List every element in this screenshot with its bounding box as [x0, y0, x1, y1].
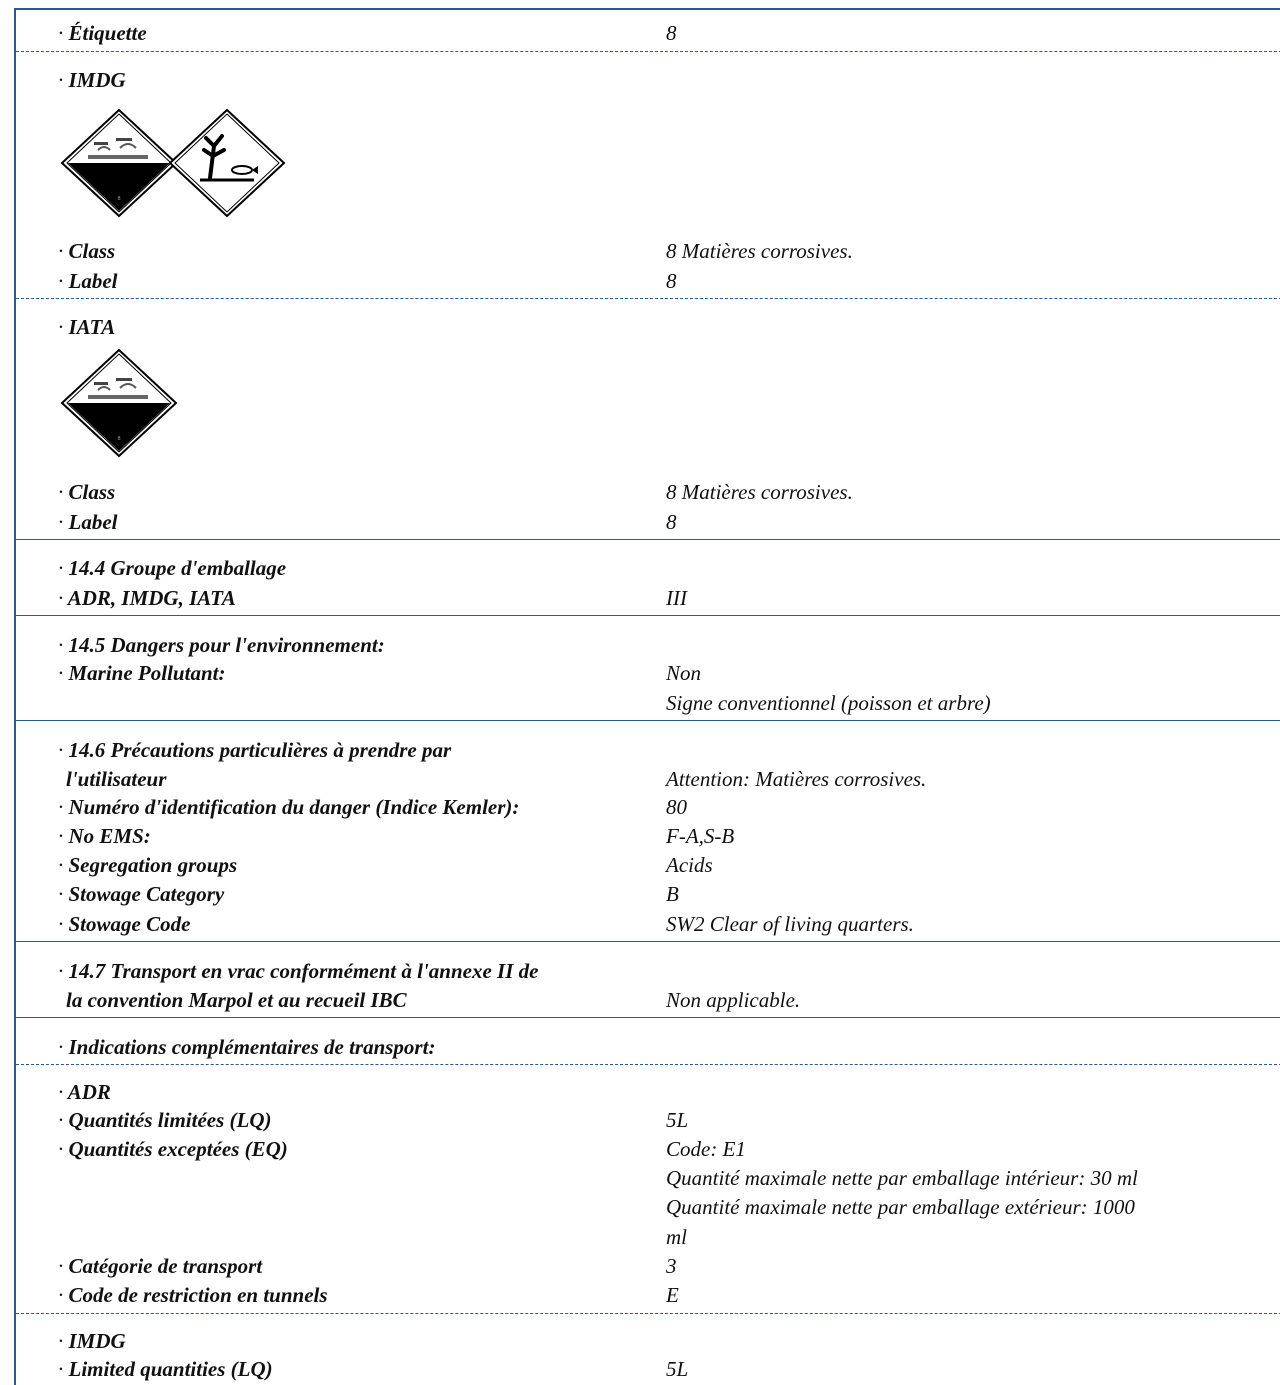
dashed-separator [16, 1064, 1280, 1065]
row-etiquette: · Étiquette 8 [58, 18, 1280, 48]
environment-hazard-pictogram-icon [166, 108, 288, 218]
row-bulk-2: la convention Marpol et au recueil IBC Non applicable. [66, 988, 801, 1012]
top-rule [16, 8, 1280, 10]
row-marine-pollutant: · Marine Pollutant: Non [58, 661, 702, 685]
row-imdg-class: · Class 8 Matières corrosives. [58, 239, 853, 263]
row-iata-header: · IATA [58, 315, 116, 339]
document-page [14, 8, 1280, 1385]
row-imdg2-header: · IMDG [58, 1329, 126, 1353]
section-separator [16, 1017, 1280, 1018]
row-adr-eq-outer: Quantité maximale nette par emballage extérieur: 1000 [666, 1195, 1135, 1219]
row-iata-label: · Label 8 [58, 510, 677, 534]
row-kemler: · Numéro d'identification du danger (Indice Kemler): 80 [58, 795, 687, 819]
row-imdg2-lq: · Limited quantities (LQ) 5L [58, 1357, 689, 1381]
row-additional: · Indications complémentaires de transport: [58, 1035, 436, 1059]
row-value: 8 [666, 21, 677, 45]
row-adr-lq: · Quantités limitées (LQ) 5L [58, 1108, 689, 1132]
row-stowage-code: · Stowage Code SW2 Clear of living quarters. [58, 912, 914, 936]
row-bulk-1: · 14.7 Transport en vrac conformément à l'annexe II de [58, 959, 539, 983]
dashed-separator [16, 298, 1280, 299]
row-adr-header: · ADR [58, 1080, 111, 1104]
section-separator [16, 720, 1280, 721]
row-adr-eq: · Quantités exceptées (EQ) Code: E1 [58, 1137, 746, 1161]
svg-text:8: 8 [117, 196, 121, 202]
row-label: Étiquette [68, 21, 147, 45]
section-separator [16, 615, 1280, 616]
row-precautions-2: l'utilisateur Attention: Matières corrosives. [66, 767, 927, 791]
row-imdg-label: · Label 8 [58, 269, 677, 293]
row-adr-eq-inner: Quantité maximale nette par emballage intérieur: 30 ml [666, 1166, 1138, 1190]
svg-text:8: 8 [117, 436, 121, 442]
dashed-separator [16, 1313, 1280, 1314]
section-separator [16, 539, 1280, 540]
row-precautions-1: · 14.6 Précautions particulières à prendre par [58, 738, 452, 762]
corrosive-pictogram-icon [58, 348, 180, 458]
section-separator [16, 941, 1280, 942]
row-packing-group: · 14.4 Groupe d'emballage [58, 556, 287, 580]
row-packing-modes: · ADR, IMDG, IATA III [58, 586, 687, 610]
corrosive-pictogram-icon [58, 108, 180, 218]
row-adr-eq-outer-unit: ml [666, 1225, 687, 1249]
row-stowage-category: · Stowage Category B [58, 882, 679, 906]
row-transport-category: · Catégorie de transport 3 [58, 1254, 677, 1278]
row-imdg-header: · IMDG [58, 68, 126, 92]
row-ems: · No EMS: F-A,S-B [58, 824, 735, 848]
row-tunnel-code: · Code de restriction en tunnels E [58, 1283, 679, 1307]
dashed-separator [16, 51, 1280, 52]
row-marine-pollutant-sign: Signe conventionnel (poisson et arbre) [666, 691, 991, 715]
row-env-dangers: · 14.5 Dangers pour l'environnement: [58, 633, 385, 657]
row-segregation: · Segregation groups Acids [58, 853, 713, 877]
row-iata-class: · Class 8 Matières corrosives. [58, 480, 853, 504]
